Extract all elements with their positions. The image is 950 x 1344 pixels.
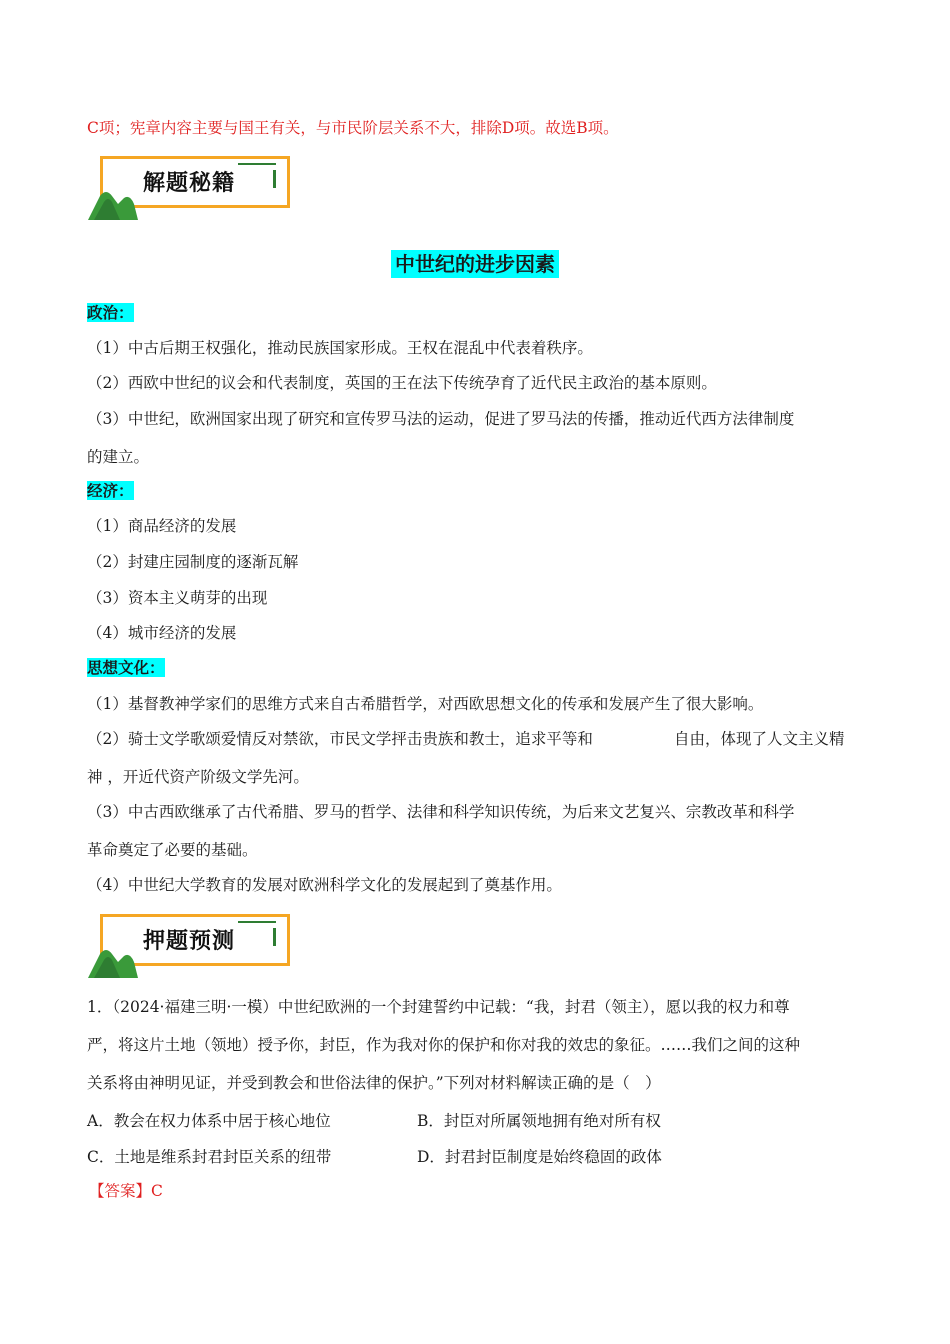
economy-item: （3）资本主义萌芽的出现 xyxy=(87,589,268,607)
question-line: 关系将由神明见证，并受到教会和世俗法律的保护。”下列对材料解读正确的是（ ） xyxy=(87,1074,661,1092)
question-line: 1．（2024·福建三明·一模）中世纪欧洲的一个封建誓约中记载：“我，封君（领主），愿以我的权力和尊 xyxy=(87,998,790,1016)
question-line: 严，将这片土地（领地）授予你，封臣，作为我对你的保护和你对我的效忠的象征。……我们之间的这种 xyxy=(87,1036,801,1054)
intro-line: C项；宪章内容主要与国王有关，与市民阶层关系不大，排除D项。故选B项。 xyxy=(87,119,619,137)
culture-item: （1）基督教神学家们的思维方式来自古希腊哲学，对西欧思想文化的传承和发展产生了很大影响。 xyxy=(87,695,764,713)
answer-label: 【答案】 xyxy=(89,1182,152,1200)
politics-item: （2）西欧中世纪的议会和代表制度，英国的王在法下传统孕育了近代民主政治的基本原则。 xyxy=(87,374,717,392)
banner-label: 解题秘籍 xyxy=(143,171,236,196)
politics-item: （3）中世纪，欧洲国家出现了研究和宣传罗马法的运动，促进了罗马法的传播，推动近代西方法律制度 xyxy=(87,410,795,428)
culture-item-cont: 神 ，开近代资产阶级文学先河。 xyxy=(87,768,309,786)
culture-item: （2）骑士文学歌颂爱情反对禁欲，市民文学抨击贵族和教士，追求平等和 xyxy=(87,730,593,748)
mountain-icon xyxy=(88,182,138,220)
economy-item: （4）城市经济的发展 xyxy=(87,624,237,642)
politics-item: （1）中古后期王权强化，推动民族国家形成。王权在混乱中代表着秩序。 xyxy=(87,339,593,357)
economy-item: （1）商品经济的发展 xyxy=(87,517,237,535)
mountain-icon xyxy=(88,940,138,978)
section-title: 中世纪的进步因素 xyxy=(0,248,950,277)
option-c: C．土地是维系封君封臣关系的纽带 xyxy=(87,1148,332,1166)
option-d: D．封君封臣制度是始终稳固的政体 xyxy=(417,1148,662,1166)
option-a: A．教会在权力体系中居于核心地位 xyxy=(87,1112,331,1130)
culture-heading: 思想文化： xyxy=(87,658,165,677)
economy-item: （2）封建庄园制度的逐渐瓦解 xyxy=(87,553,299,571)
politics-heading: 政治： xyxy=(87,303,134,322)
culture-item-tail: 自由，体现了人文主义精 xyxy=(674,730,845,748)
banner-label: 押题预测 xyxy=(143,929,236,954)
economy-heading: 经济： xyxy=(87,481,134,500)
answer-line xyxy=(89,1181,163,1201)
culture-item: （3）中古西欧继承了古代希腊、罗马的哲学、法律和科学知识传统，为后来文艺复兴、宗教改革和科学 xyxy=(87,803,795,821)
culture-item-cont: 革命奠定了必要的基础。 xyxy=(87,841,258,859)
banner-jieti xyxy=(88,156,298,218)
politics-item-cont: 的建立。 xyxy=(87,448,150,466)
answer-value: C xyxy=(151,1182,163,1200)
option-b: B．封臣对所属领地拥有绝对所有权 xyxy=(417,1112,661,1130)
culture-item: （4）中世纪大学教育的发展对欧洲科学文化的发展起到了奠基作用。 xyxy=(87,876,562,894)
banner-yati xyxy=(88,914,298,976)
